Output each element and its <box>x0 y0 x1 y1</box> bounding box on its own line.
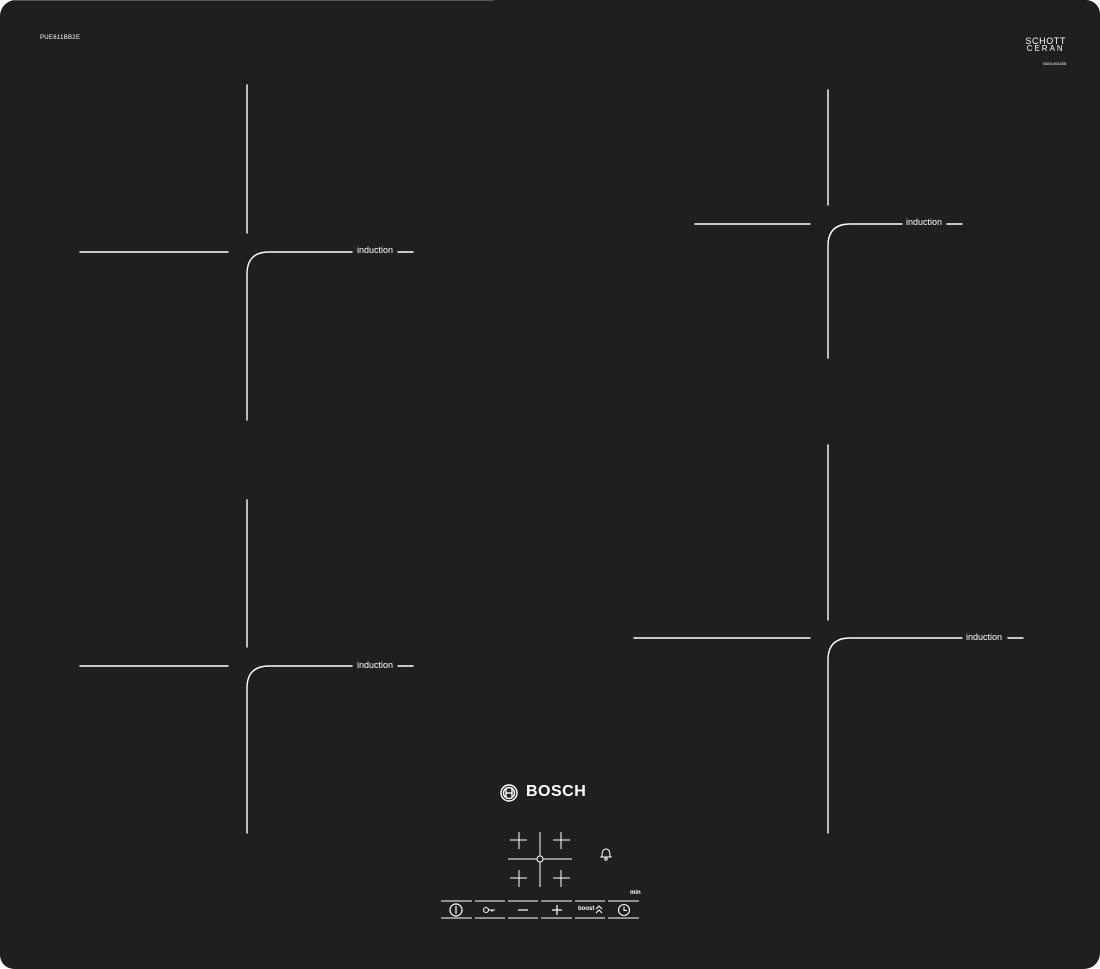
bell-icon <box>601 849 611 860</box>
zone-bottom-left-label: induction <box>357 660 394 670</box>
zone-bottom-right-label: induction <box>966 632 1003 642</box>
brand-name: BOSCH <box>526 783 587 800</box>
zone-select-front-right[interactable] <box>542 831 572 858</box>
timer-button[interactable] <box>608 901 639 918</box>
zone-top-left-label: induction <box>357 245 394 255</box>
bosch-logo-icon <box>501 785 517 801</box>
schott-text: SCHOTT <box>1025 36 1066 46</box>
minus-button[interactable] <box>508 901 538 918</box>
zone-bottom-right-marking <box>634 445 1023 833</box>
zone-top-right-label: induction <box>906 217 943 227</box>
plus-button[interactable] <box>541 901 572 918</box>
zone-select-rear-right[interactable] <box>542 861 572 888</box>
child-lock-button[interactable] <box>475 901 505 918</box>
ceran-text: CERAN <box>1026 44 1065 53</box>
model-code: PUE611BB2E <box>40 35 81 41</box>
zone-select-rear-left[interactable] <box>508 861 539 888</box>
glass-serial: B001402285 <box>1043 61 1066 66</box>
timer-unit-label: min <box>630 890 641 896</box>
boost-button[interactable] <box>575 901 605 918</box>
power-button[interactable] <box>441 901 472 918</box>
boost-label: boost <box>578 906 595 912</box>
zone-select-front-left[interactable] <box>508 831 539 858</box>
